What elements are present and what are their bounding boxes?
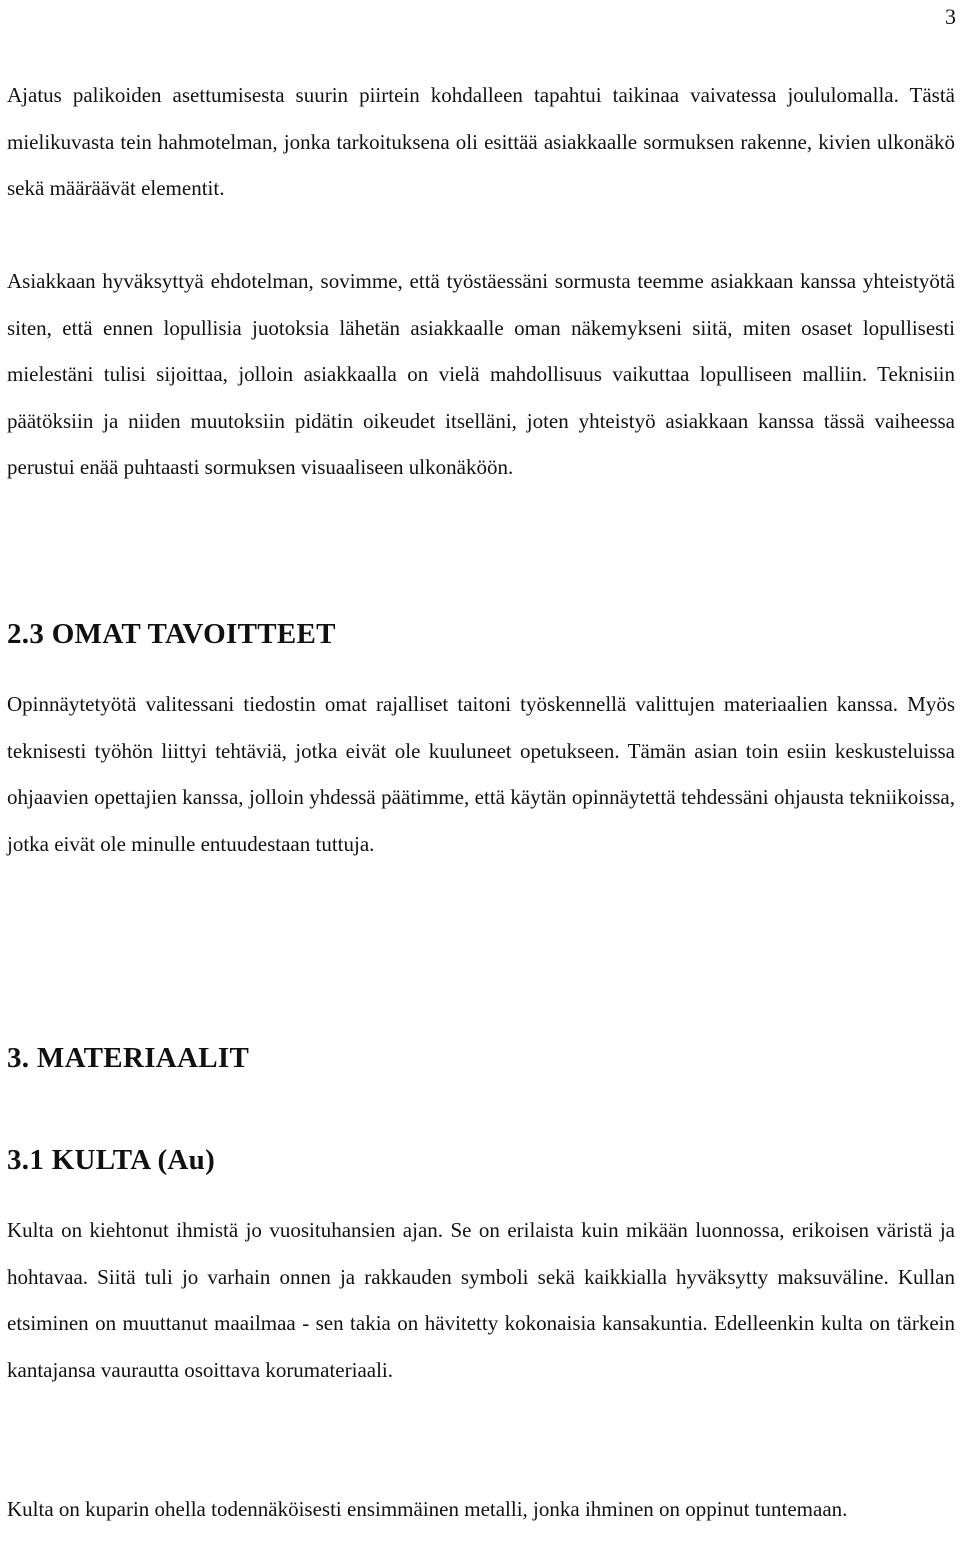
chapter-heading-materials: 3. MATERIAALIT: [7, 1042, 250, 1074]
section-heading-own-goals: 2.3 OMAT TAVOITTEET: [7, 618, 336, 650]
paragraph-gold-history: Kulta on kiehtonut ihmistä jo vuosituhansien ajan. Se on erilaista kuin mikään luonnossa, erikoisen väristä ja hohtavaa. Siitä tuli jo varhain onnen ja rakkauden symboli sekä kaikkialla hyväksytty maksuväline. Kullan etsiminen on muuttanut maailmaa - sen takia on hävitetty kokonaisia kansakuntia. Edelleenkin kulta on tärkein kantajansa vaurautta osoittava korumateriaali.: [7, 1218, 955, 1382]
section-heading-gold: 3.1 KULTA (Au): [7, 1144, 216, 1176]
paragraph-sketch: Ajatus palikoiden asettumisesta suurin piirtein kohdalleen tapahtui taikinaa vaivatessa joululomalla. Tästä mielikuvasta tein hahmotelman, jonka tarkoituksena oli esittää asiakkaalle sormuksen rakenne, kivien ulkonäkö sekä määräävät elementit.: [7, 83, 955, 200]
page-number: 3: [945, 4, 956, 29]
paragraph-customer-collaboration: Asiakkaan hyväksyttyä ehdotelman, sovimme, että työstäessäni sormusta teemme asiakkaan kanssa yhteistyötä siten, että ennen lopullisia juotoksia lähetän asiakkaalle oman näkemykseni siitä, miten osaset lopullisesti mielestäni tulisi sijoittaa, jolloin asiakkaalla on vielä mahdollisuus vaikuttaa lopulliseen malliin. Teknisiin päätöksiin ja niiden muutoksiin pidätin oikeudet itselläni, joten yhteistyö asiakkaan kanssa tässä vaiheessa perustui enää puhtaasti sormuksen visuaaliseen ulkonäköön.: [7, 269, 955, 479]
paragraph-gold-first-metal: Kulta on kuparin ohella todennäköisesti ensimmäinen metalli, jonka ihminen on oppinut tuntemaan.: [7, 1497, 848, 1521]
paragraph-own-goals: Opinnäytetyötä valitessani tiedostin omat rajalliset taitoni työskennellä valittujen materiaalien kanssa. Myös teknisesti työhön liittyi tehtäviä, jotka eivät ole kuuluneet opetukseen. Tämän asian toin esiin keskusteluissa ohjaavien opettajien kanssa, jolloin yhdessä päätimme, että käytän opinnäytettä tehdessäni ohjausta tekniikoissa, jotka eivät ole minulle entuudestaan tuttuja.: [7, 692, 955, 856]
